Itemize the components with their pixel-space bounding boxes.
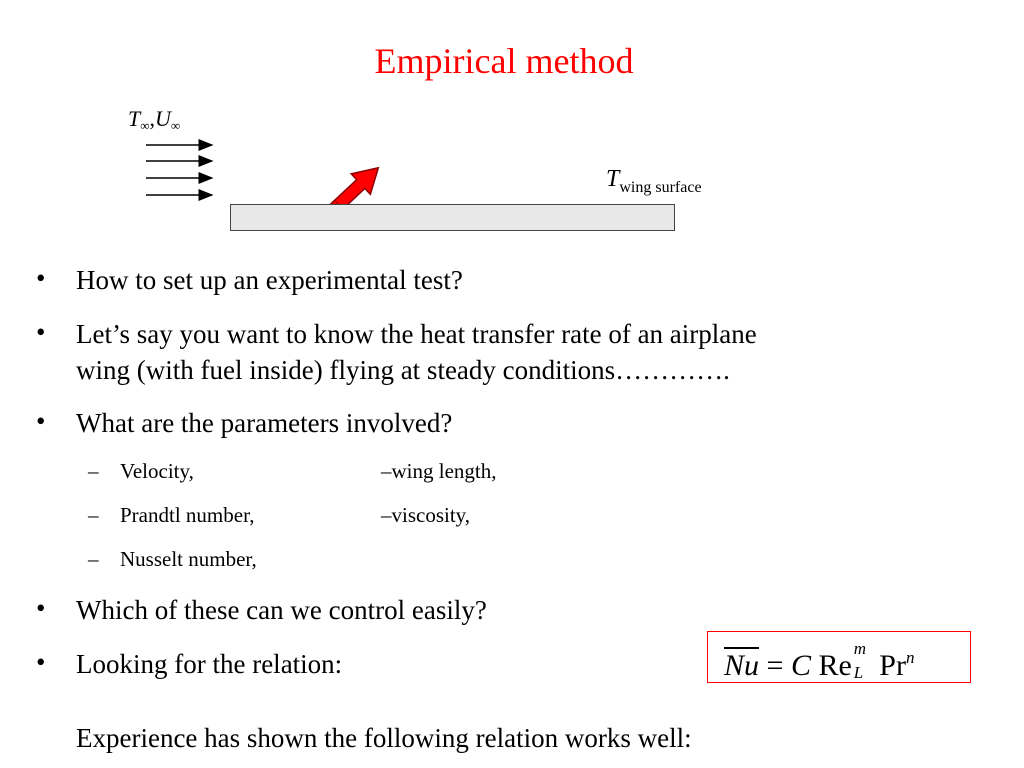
bullet-icon: •: [36, 317, 46, 347]
bullet-icon: •: [36, 263, 46, 293]
page-title: Empirical method: [374, 41, 634, 81]
wing-surface-temperature-label: $T_{wing surface}$: [606, 166, 702, 196]
bullet-icon: •: [36, 406, 46, 436]
bullet-icon: •: [36, 593, 46, 623]
nusselt-correlation-formula: $\overline{Nu} = C$ Re m L Pr$^n$: [707, 631, 971, 683]
bullet-icon: •: [36, 647, 46, 677]
closing-text: Experience has shown the following relation works well:: [76, 723, 692, 753]
wing-plate: [230, 204, 675, 231]
freestream-label: $T_\infty,U_\infty$: [128, 106, 181, 133]
